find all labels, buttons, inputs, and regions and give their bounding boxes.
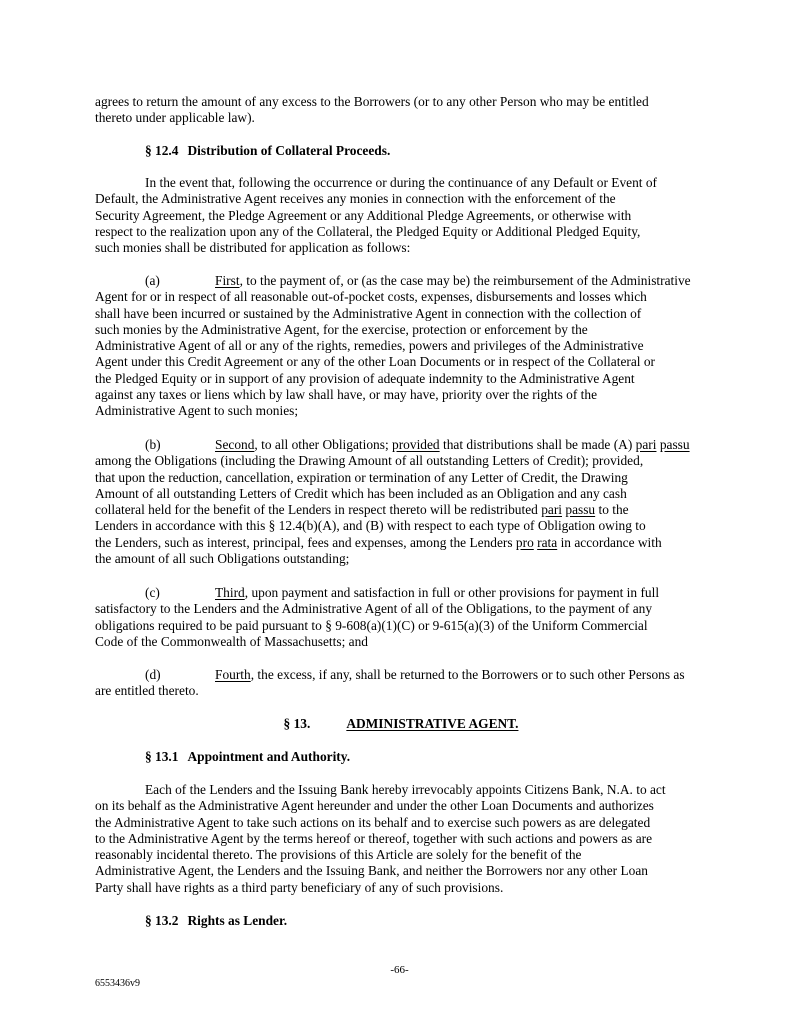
section-title: Appointment and Authority. [187, 749, 351, 764]
text-line: In the event that, following the occurrence or during the continuance of any Default or Event of [145, 175, 658, 190]
text-span: , to the payment of, or (as the case may be) the reimbursement of the Administrative [239, 273, 691, 288]
text-line: the Administrative Agent to take such actions on its behalf and to exercise such powers as are delegated [95, 814, 651, 830]
text-line: among the Obligations (including the Drawing Amount of all outstanding Letters of Credit); provided, [95, 453, 644, 469]
text-line: Party shall have rights as a third party beneficiary of any of such provisions. [95, 879, 504, 895]
text-span: pari [635, 437, 657, 452]
intro-paragraph [95, 94, 707, 127]
section-title: ADMINISTRATIVE AGENT. [346, 716, 519, 731]
clause-c [95, 585, 707, 650]
text-line: Each of the Lenders and the Issuing Bank hereby irrevocably appoints Citizens Bank, N.A. to act [145, 782, 666, 797]
text-line: the Pledged Equity or in support of any provision of adequate indemnity to the Administrative Agent [95, 370, 635, 386]
text-line: Administrative Agent, the Lenders and the Issuing Bank, and neither the Borrowers nor any other Loan [95, 863, 648, 879]
text-span: the Lenders, such as interest, principal, fees and expenses, among the Lenders [95, 534, 516, 550]
text-line: shall have been incurred or sustained by the Administrative Agent in connection with the collection of [95, 305, 642, 321]
text-span: to the [595, 502, 629, 518]
text-line: are entitled thereto. [95, 683, 199, 699]
text-line: Agent for or in respect of all reasonable out-of-pocket costs, expenses, disbursements and losses which [95, 289, 647, 305]
text-line: Lenders in accordance with this § 12.4(b)(A), and (B) with respect to each type of Obligation owing to [95, 518, 646, 534]
clause-label: (a) [145, 273, 160, 288]
text-line: Security Agreement, the Pledge Agreement or any Additional Pledge Agreements, or otherwise with [95, 207, 632, 223]
text-span: pari [541, 502, 563, 518]
text-span: , upon payment and satisfaction in full or other provisions for payment in full [244, 585, 660, 600]
clause-keyword: Third [215, 585, 245, 600]
text-span: rata [537, 534, 558, 550]
text-line: such monies shall be distributed for application as follows: [95, 240, 411, 256]
text-line: on its behalf as the Administrative Agent hereunder and under the other Loan Documents and authorizes [95, 798, 654, 814]
text-span: in accordance with [557, 534, 662, 550]
section-number: § 13. [283, 716, 311, 731]
clause-keyword: First [215, 273, 240, 288]
text-line: Administrative Agent to such monies; [95, 403, 299, 419]
text-span: passu [565, 502, 596, 518]
text-span: , to all other Obligations; [254, 437, 393, 452]
text-line: Administrative Agent of all or any of the rights, remedies, powers and privileges of the Administrative [95, 338, 644, 354]
text-line: Amount of all outstanding Letters of Credit which has been included as an Obligation and any cash [95, 485, 627, 501]
document-id: 6553436v9 [95, 978, 140, 989]
section-13-2-heading [95, 913, 707, 929]
clause-label: (d) [145, 667, 161, 682]
clause-keyword: Second [215, 437, 255, 452]
clause-label: (b) [145, 437, 161, 452]
text-line: such monies by the Administrative Agent, for the exercise, protection or enforcement by the [95, 321, 588, 337]
text-span: collateral held for the benefit of the Lenders in respect thereto will be redistributed [95, 502, 542, 518]
text-line: Code of the Commonwealth of Massachusetts; and [95, 633, 368, 649]
text-line: agrees to return the amount of any excess to the Borrowers (or to any other Person who may be entitled [95, 94, 649, 109]
section-number: § 13.1 [145, 749, 179, 764]
section-number: § 13.2 [145, 913, 179, 928]
clause-label: (c) [145, 585, 160, 600]
section-13-1-paragraph [95, 782, 707, 896]
section-13-1-heading [95, 749, 707, 765]
clause-d [95, 667, 707, 700]
text-line: thereto under applicable law). [95, 110, 255, 126]
text-span: passu [659, 437, 690, 452]
text-line: to the Administrative Agent by the terms hereof or thereof, together with such actions and powers as are [95, 830, 653, 846]
text-line: that upon the reduction, cancellation, expiration or termination of any Letter of Credit, the Drawing [95, 469, 628, 485]
section-12-4-paragraph [95, 175, 707, 256]
text-line: obligations required to be paid pursuant to § 9-608(a)(1)(C) or 9-615(a)(3) of the Uniform Commercial [95, 617, 648, 633]
text-span: that distributions shall be made (A) [439, 437, 636, 452]
text-span: provided [392, 437, 440, 452]
clause-keyword: Fourth [215, 667, 251, 682]
clause-a [95, 273, 707, 420]
text-span: pro [515, 534, 534, 550]
section-12-4-heading [95, 143, 707, 159]
section-title: Distribution of Collateral Proceeds. [187, 143, 391, 158]
text-span: , the excess, if any, shall be returned to the Borrowers or to such other Persons as [250, 667, 685, 682]
page-number: -66- [390, 964, 409, 976]
section-title: Rights as Lender. [187, 913, 288, 928]
text-line: respect to the realization upon any of the Collateral, the Pledged Equity or Additional Pledged Equity, [95, 223, 641, 239]
section-13-heading [95, 716, 707, 732]
text-line: Default, the Administrative Agent receives any monies in connection with the enforcement of the [95, 191, 616, 207]
text-line: reasonably incidental thereto. The provisions of this Article are solely for the benefit of the [95, 847, 582, 863]
section-number: § 12.4 [145, 143, 179, 158]
text-line: satisfactory to the Lenders and the Administrative Agent of all of the Obligations, to the payment of any [95, 601, 653, 617]
text-line: Agent under this Credit Agreement or any of the other Loan Documents or in respect of the Collateral or [95, 354, 656, 370]
text-line: against any taxes or liens which by law shall have, or may have, priority over the rights of the [95, 387, 598, 403]
clause-b [95, 437, 707, 567]
text-line: the amount of all such Obligations outstanding; [95, 551, 350, 567]
